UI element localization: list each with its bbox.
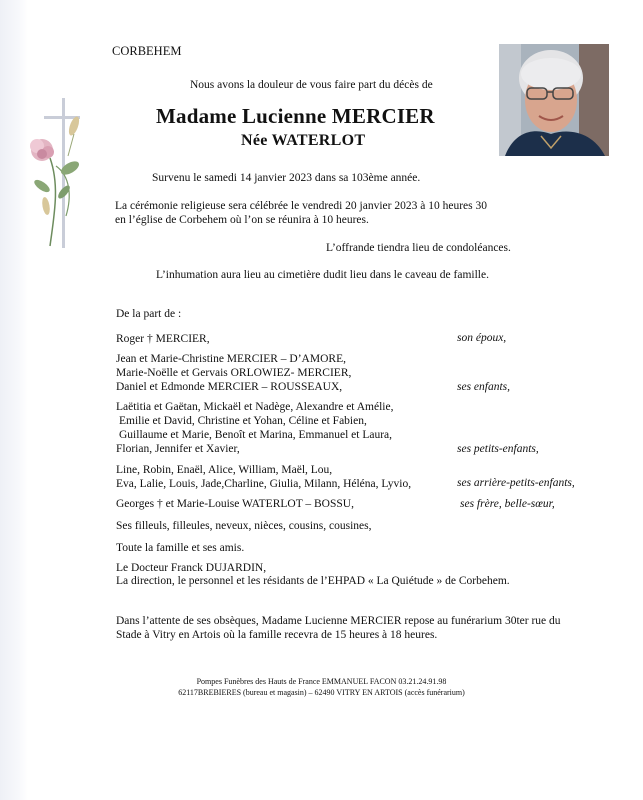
children-line-2: Marie-Noëlle et Gervais ORLOWIEZ- MERCIER, xyxy=(116,367,352,379)
cross-rose-icon xyxy=(20,96,98,252)
birth-name: Née WATERLOT xyxy=(241,132,366,149)
death-text: Survenu le samedi 14 janvier 2023 dans sa 103ème année. xyxy=(152,172,421,184)
town: CORBEHEM xyxy=(112,44,182,58)
deceased-name: Madame Lucienne MERCIER xyxy=(156,104,435,128)
great-grandchildren-line-2: Eva, Lalie, Louis, Jade,Charline, Giulia, Milann, Héléna, Lyvio, xyxy=(116,478,412,490)
ceremony-line-2: en l’église de Corbehem où l’on se réunira à 10 heures. xyxy=(115,214,369,226)
siblings-line: Georges † et Marie-Louise WATERLOT – BOSSU, xyxy=(116,498,354,510)
from-label: De la part de : xyxy=(116,308,182,320)
children-line-1: Jean et Marie-Christine MERCIER – D’AMORE, xyxy=(116,353,346,365)
siblings-relation: ses frère, belle-sœur, xyxy=(460,498,555,510)
children-relation: ses enfants, xyxy=(457,381,511,393)
offering-text: L’offrande tiendra lieu de condoléances. xyxy=(326,242,511,254)
grandchildren-line-4: Florian, Jennifer et Xavier, xyxy=(116,443,240,455)
great-grandchildren-line-1: Line, Robin, Enaël, Alice, William, Maël, Lou, xyxy=(116,464,333,476)
intro-text: Nous avons la douleur de vous faire part du décès de xyxy=(190,79,433,91)
grandchildren-line-2: Emilie et David, Christine et Yohan, Céline et Fabien, xyxy=(119,415,367,427)
children-line-3: Daniel et Edmonde MERCIER – ROUSSEAUX, xyxy=(116,381,343,393)
doctor-line-2: La direction, le personnel et les résidants de l’EHPAD « La Quiétude » de Corbehem. xyxy=(116,575,510,587)
doctor-line-1: Le Docteur Franck DUJARDIN, xyxy=(116,562,267,574)
footer-line-1: Pompes Funèbres des Hauts de France EMMANUEL FACON 03.21.24.91.98 xyxy=(196,677,447,686)
grandchildren-line-3: Guillaume et Marie, Benoît et Marina, Emmanuel et Laura, xyxy=(119,429,393,441)
great-grandchildren-relation: ses arrière-petits-enfants, xyxy=(457,477,575,489)
husband-relation: son époux, xyxy=(457,332,507,344)
ceremony-line-1: La cérémonie religieuse sera célébrée le vendredi 20 janvier 2023 à 10 heures 30 xyxy=(115,200,487,212)
godchildren-line: Ses filleuls, filleules, neveux, nièces, cousins, cousines, xyxy=(116,520,372,532)
footer-line-2: 62117BREBIERES (bureau et magasin) – 62490 VITRY EN ARTOIS (accès funérarium) xyxy=(178,688,465,697)
funeral-line-2: Stade à Vitry en Artois où la famille recevra de 15 heures à 18 heures. xyxy=(116,629,438,641)
husband-name: Roger † MERCIER, xyxy=(116,333,210,345)
portrait-photo xyxy=(499,44,609,156)
funeral-line-1: Dans l’attente de ses obsèques, Madame Lucienne MERCIER repose au funérarium 30ter rue du xyxy=(116,615,561,627)
grandchildren-relation: ses petits-enfants, xyxy=(457,443,539,455)
grandchildren-line-1: Laëtitia et Gaëtan, Mickaël et Nadège, Alexandre et Amélie, xyxy=(116,401,394,413)
all-family-line: Toute la famille et ses amis. xyxy=(116,542,245,554)
burial-text: L’inhumation aura lieu au cimetière dudit lieu dans le caveau de famille. xyxy=(156,269,489,281)
